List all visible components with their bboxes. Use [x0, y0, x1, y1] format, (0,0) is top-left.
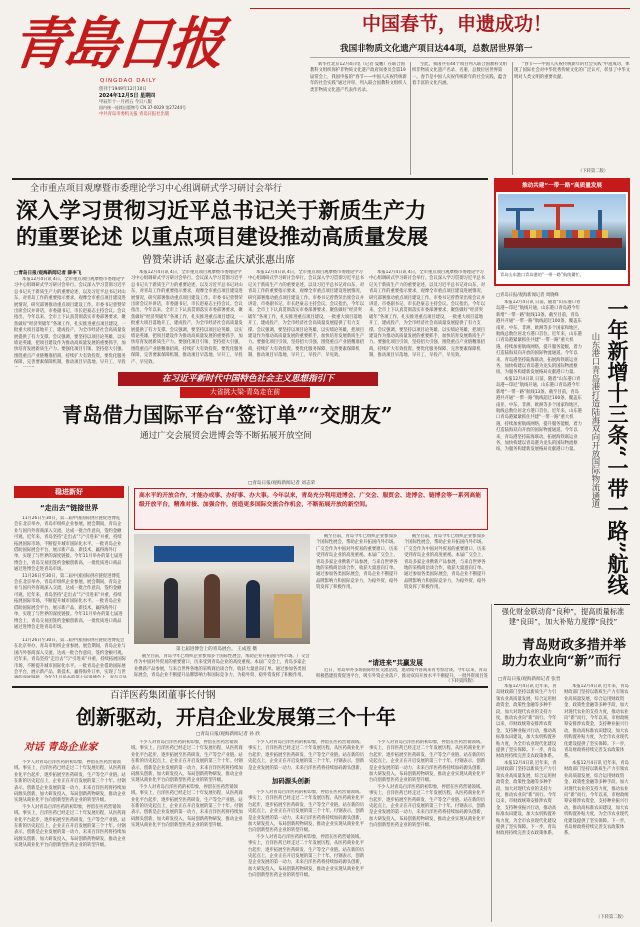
banner-kicker-bar: [118, 372, 378, 386]
finance-kicker: 强化财金联动育“良种”，提高质量标准建“良田”，加大补贴力度撑“良技”: [501, 607, 625, 626]
spring-headline: 中国春节，申遗成功！: [362, 13, 553, 35]
bottom-text-3: 不少人对青岛百洋医药的初印象，停留在医药营销领域。事实上，百洋医药已经走过二十年发展历程，从医药商业化平台起步，逐步拓展至医药研发、生产等全产业链。站在新的历史起点上，企业正在开启发展的第三个十年。付钢表示，创新是企业发展的第一动力，未来百洋医药将持续加码源头创新，: [248, 740, 364, 770]
right-subtitle-vertical: 山东港口青岛港打造陆海双向开放国际物流通道: [591, 332, 601, 509]
column-logo-box: [14, 738, 126, 758]
masthead-subtitle: QINGDAO DAILY: [100, 78, 157, 84]
spring-rule: [310, 57, 630, 58]
lead-col-3: “春节——中国人庆祝传统新年的社会实践”申遗成功，体现了国际社会对中华优秀传统文化的广泛认可，彰显了中华文明对人类文明的重要贡献。: [514, 62, 630, 80]
bottom-text-4: 不少人对青岛百洋医药的初印象，停留在医药营销领域。事实上，百洋医药已经走过二十年发展历程，从医药商业化平台起步，逐步拓展至医药研发、生产等全产业链。站在新的历史起点上，企业正在开启发展的第三个十年。付钢表示，创新是企业发展的第一动力，未来百洋医药将持续加码源头创新，加大研发投入，布局创新药物研发，推动企业实现从商业化平台向创新型医药企业的转型升级。 不少人对青岛百洋医药的初印象，停留在医药营销领域。事实上，百洋医药已经走过二十年发展历程，从医药商业化平台起步，逐步拓展至医药研发、生产等全产业链。站在新的历史起点上，企业正在开启发展的第三个十年。付钢表示，创新是企业发展的第一动力，未来百洋医药将持续加码源头创新，加大研发投入，布局创新药物研发，推动企业实现从商业化平台向创新型医药企业的转型升级。: [248, 790, 364, 879]
person-2: [204, 574, 220, 638]
display-stand: [274, 594, 302, 638]
right-text: 本报12月4日讯 日前，随着“山东港口青岛港—印尼”航线开通，山东港口青岛港今年新增“一带一路”航线13条。截至目前，青岛港共开通“一带一路”航线超过100条，覆盖东南亚、中东、非洲、欧洲等多个国家和地区，航线总数位居北方港口首位。近年来，山东港口青岛港紧紧抓住共建“一带一路”重大机遇，持续加密航线网络，提升服务能级，着力打造陆海双向开放的国际物流通道。今年以来，青岛港坚持陆海联动，拓展海铁联运业务，加快构建以青岛港为龙头的国际物流枢纽，为服务构建新发展格局贡献港口力量。 本报12月4日讯 日前，随着“山东港口青岛港—印尼”航线开通，山东港口青岛港今年新增“一带一路”航线13条。截至目前，青岛港共开通“一带一路”航线超过100条，覆盖东南亚、中东、非洲、欧洲等多个国家和地区，航线总数位居北方港口首位。近年来，山东港口青岛港紧紧抓住共建“一带一路”重大机遇，持续加密航线网络，提升服务能级，着力打造陆海双向开放的国际物流通道。今年以来，青岛港坚持陆海联动，拓展海铁联运业务，加快构建以青岛港为龙头的国际物流枢纽，为服务构建新发展格局贡献港口力量。: [496, 300, 582, 453]
bottom-text-2: 不少人对青岛百洋医药的初印象，停留在医药营销领域。事实上，百洋医药已经走过二十年发展历程，从医药商业化平台起步，逐步拓展至医药研发、生产等全产业链。站在新的历史起点上，企业正在开启发展的第三个十年。付钢表示，创新是企业发展的第一动力，未来百洋医药将持续加码源头创新，加大研发投入，布局创新药物研发，推动企业实现从商业化平台向创新型医药企业的转型升级。 不少人对青岛百洋医药的初印象，停留在医药营销领域。事实上，百洋医药已经走过二十年发展历程，从医药商业化平台起步，逐步拓展至医药研发、生产等全产业链。站在新的历史起点上，企业正在开启发展的第三个十年。付钢表示，创新是企业发展的第一动力，未来百洋医药将持续加码源头创新，加大研发投入，布局创新药物研发，推动企业实现从商业化平台向创新型医药企业的转型升级。: [131, 740, 243, 829]
booth-sign: [154, 546, 294, 562]
banner-title: 青岛借力国际平台“签订单”“交朋友”: [62, 403, 393, 427]
left-column-text: 11月26日至30日，第二届中国国际供应链促进博览会在北京举办，青岛市组织企业参展。展会期间，青岛企业与国内外客商深入交流，达成一批合作意向，签约金额可观。近年来，青岛坚持“走出去”与“引进来”并重，持续拓展国际市场，不断提升城市国际化水平。一批青岛企业借助国际展会平台，展示新产品、新技术，赢得海外订单，实现了与世界的深度链接。今年11月举办的第七届进博会上，青岛交易团签约金额创新高，一批优质进口商品通过进博会走进青岛市场。 11月26日至30日，第二届中国国际供应链促进博览会在北京举办，青岛市组织企业参展。展会期间，青岛企业与国内外客商深入交流，达成一批合作意向，签约金额可观。近年来，青岛坚持“走出去”与“引进来”并重，持续拓展国际市场，不断提升城市国际化水平。一批青岛企业借助国际展会平台，展示新产品、新技术，赢得海外订单，实现了与世界的深度链接。今年11月举办的第七届进博会上，青岛交易团签约金额创新高，一批优质进口商品通过进博会走进青岛市场。: [14, 516, 123, 630]
main-top-rule: [12, 178, 488, 180]
port-photo: [498, 194, 626, 270]
invite-title: “请进来”共赢发展: [368, 659, 423, 667]
banner-sub: 大省挑大梁·青岛走在前: [209, 388, 281, 396]
expo-photo-caption: 第七届进博会上的青岛展台。 王成莲 摄: [176, 647, 258, 652]
crane-2-arm: [544, 204, 574, 207]
expo-photo: [134, 534, 310, 644]
right-photo-frame: [494, 178, 630, 286]
main-text-col-4: 本报12月4日讯 4日，全市重点项目观摩暨市委理论学习中心组调研式学习研讨会举行。会议深入学习贯彻习近平总书记关于新质生产力的重要论述，以及习近平总书记对山东、对青岛工作的重要指示要求，观摩全市重点项目建设进展情况，研究部署推动重点项目建设工作。市委书记曾赞荣出席会议并讲话，市委副书记、市长赵豪志主持会议。会议指出，今年以来，全市上下认真贯彻落实市委部署要求，聚焦做好“经济突破年”各项工作，扎实推进重点项目建设，一批重大项目落地开工、建成投产，为全市经济社会高质量发展提供了有力支撑。会议强调，要坚持以项目论英雄、以实绩论英雄，把项目建设作为推动高质量发展的重要抓手，加快培育发展新质生产力。要强化项目引领、坚持招大引强，围绕重点产业链精准招商，持续扩大有效投资。要优化服务保障，完善要素保障机制，推动项目早落地、早开工、早投产、早见效。: [369, 270, 486, 359]
bottom-subhead: 加码源头创新: [272, 777, 311, 785]
issue-date: 2024年12月5日 星期四: [99, 93, 156, 99]
person-3: [246, 580, 260, 638]
finance-byline: □青岛日报/观海新闻记者 张晋: [498, 677, 561, 682]
lead-divider-2: [512, 62, 513, 175]
publisher: 中共青岛市委机关报 青岛日报社出版: [99, 112, 170, 117]
right-photo-sub: 青岛山东港口青岛港的“一带一路”航线繁忙。: [500, 272, 584, 277]
person-1: [164, 578, 178, 638]
bottom-title: 创新驱动，开启企业发展第三个十年: [76, 705, 396, 729]
left-column-title: “走出去”链接世界: [40, 504, 99, 512]
lead-col-2: 至此，我国共有44个项目列入联合国教科文组织非物质文化遗产名录、名册，总数位居世界第一。春节是中国人庆祝传统新年的社会实践，蕴含着丰富的文化内涵。: [412, 62, 508, 87]
finance-text-2: 本报12月4日讯 近年来，青岛财政部门坚持以新质生产力引领农业高质量发展，综合运用财政资金、政策性金融等多种手段，加大对现代农业的支持力度，推动农业向“新”而行。今年以来，市财政统筹安排涉农资金，支持种业振兴行动，推动高标准农田建设，加大农机购置补贴力度，为全市农业现代化建设提供了坚实保障。下一步，青岛财政将持续完善支农政策体系。 本报12月4日讯 近年来，青岛财政部门坚持以新质生产力引领农业高质量发展，综合运用财政资金、政策性金融等多种手段，加大对现代农业的支持力度，推动农业向“新”而行。今年以来，市财政统筹安排涉农资金，支持种业振兴行动，推动高标准农田建设，加大农机购置补贴力度，为全市农业现代化建设提供了坚实保障。下一步，青岛财政将持续完善支农政策体系。: [564, 684, 629, 837]
jump-center: （下转第四版）: [446, 679, 477, 684]
summary-box: [134, 488, 488, 530]
bottom-divider: [491, 604, 492, 922]
left-divider: [128, 486, 129, 634]
issue-info: [99, 86, 224, 117]
masthead: [8, 8, 224, 118]
column-logo: 对话 青岛企业家: [24, 742, 98, 753]
main-text-col-3: 本报12月4日讯 4日，全市重点项目观摩暨市委理论学习中心组调研式学习研讨会举行。会议深入学习贯彻习近平总书记关于新质生产力的重要论述，以及习近平总书记对山东、对青岛工作的重要指示要求，观摩全市重点项目建设进展情况，研究部署推动重点项目建设工作。市委书记曾赞荣出席会议并讲话，市委副书记、市长赵豪志主持会议。会议指出，今年以来，全市上下认真贯彻落实市委部署要求，聚焦做好“经济突破年”各项工作，扎实推进重点项目建设，一批重大项目落地开工、建成投产，为全市经济社会高质量发展提供了有力支撑。会议强调，要坚持以项目论英雄、以实绩论英雄，把项目建设作为推动高质量发展的重要抓手，加快培育发展新质生产力。要强化项目引领、坚持招大引强，围绕重点产业链精准招商，持续扩大有效投资。要优化服务保障，完善要素保障机制，推动项目早落地、早开工、早投产、早见效。: [248, 270, 364, 359]
founded: 创刊于1949年12月10日: [99, 87, 147, 92]
right-title-vertical: 一年新增十三条“一带一路”航线: [605, 298, 630, 596]
bottom-kicker: 百洋医药集团董事长付钢: [110, 690, 216, 701]
center-text-2: 截至目前，青岛今年已组织企业参加多个国际性展会，帮助企业开拓国内外市场。广交会作为中国对外贸易的重要窗口，历来受到青岛企业的高度重视。本届广交会上，青岛多家企业携新产品参展，与来自世界各地的采购商洽谈合作，收获大量意向订单。通过参加各类国际展会，青岛企业不断提升品牌影响力和国际竞争力，为稳外贸、稳外资发挥了积极作用。: [404, 534, 486, 591]
masthead-title: 青島日报: [8, 11, 224, 77]
center-text-4: 截至目前，青岛今年已组织企业参加多个国际性展会，帮助企业开拓国内外市场。广交会作为中国对外贸易的重要窗口，历来受到青岛企业的高度重视。本届广交会上，青岛多家企业携新产品参展，与来自世界各地的采购商洽谈合作，收获大量意向订单。通过参加各类国际展会，青岛企业不断提升品牌影响力和国际竞争力，为稳外贸、稳外资发挥了积极作用。: [134, 654, 310, 678]
main-kicker: 全市重点项目观摩暨市委理论学习中心组调研式学习研讨会举行: [30, 184, 283, 194]
ship-hull: [504, 238, 622, 248]
right-byline: □青岛日报/观海新闻记者 周晓峰: [496, 293, 559, 298]
main-byline: □青岛日报/观海新闻记者 薛李飞: [14, 271, 82, 276]
right-photo-caption: 推动共建“一带一路”高质量发展: [496, 180, 628, 192]
banner-deck: 通过广交会展贸会进博会等不断拓展开放空间: [140, 431, 312, 441]
crane-1-arm: [506, 208, 534, 211]
containers: [512, 230, 608, 238]
spring-subtitle: 我国非物质文化遗产项目达44项，总数居世界第一: [340, 44, 533, 54]
mid-divider: [491, 178, 492, 598]
main-text-col-1: 本报12月4日讯 4日，全市重点项目观摩暨市委理论学习中心组调研式学习研讨会举行。会议深入学习贯彻习近平总书记关于新质生产力的重要论述，以及习近平总书记对山东、对青岛工作的重要指示要求，观摩全市重点项目建设进展情况，研究部署推动重点项目建设工作。市委书记曾赞荣出席会议并讲话，市委副书记、市长赵豪志主持会议。会议指出，今年以来，全市上下认真贯彻落实市委部署要求，聚焦做好“经济突破年”各项工作，扎实推进重点项目建设，一批重大项目落地开工、建成投产，为全市经济社会高质量发展提供了有力支撑。会议强调，要坚持以项目论英雄、以实绩论英雄，把项目建设作为推动高质量发展的重要抓手，加快培育发展新质生产力。要强化项目引领、坚持招大引强，围绕重点产业链精准招商，持续扩大有效投资。要优化服务保障，完善要素保障机制，推动项目早落地、早开工、早投: [14, 277, 126, 366]
banner-sub-bar: [180, 387, 310, 398]
center-text-1: 截至目前，青岛今年已组织企业参加多个国际性展会，帮助企业开拓国内外市场。广交会作为中国对外贸易的重要窗口，历来受到青岛企业的高度重视。本届广交会上，青岛多家企业携新产品参展，与来自世界各地的采购商洽谈合作，收获大量意向订单。通过参加各类国际展会，青岛企业不断提升品牌影响力和国际竞争力，为稳外贸、稳外资发挥了积极作用。: [316, 534, 398, 591]
main-deck: 曾赞荣讲话 赵豪志孟庆斌张惠出席: [142, 255, 296, 266]
bottom-top-rule: [12, 686, 488, 688]
finance-title-1: 青岛财政多措并举: [522, 638, 627, 653]
summary-text: 高水平的开放合作，才能办成事、办好事、办大事。今年以来，青岛充分利用进博会、广交会、服贸会、进博会、链博会等一系列高能级开放平台，精准对接、加强合作，创造更多国际交流合作机会，不断拓展开放的新空间。: [139, 493, 482, 508]
banner-kicker: 在习近平新时代中国特色社会主义思想指引下: [162, 374, 334, 384]
bottom-byline: □青岛日报/观海新闻记者 孙 欣: [196, 732, 260, 737]
jump-finance: （下转第二版）: [596, 915, 627, 920]
lunar-date: 甲辰年十一月初五 今日八版: [99, 100, 152, 105]
finance-title-2: 助力农业向“新”而行: [502, 654, 621, 669]
banner-byline: □青岛日报/观海新闻记者 刘志荣: [248, 481, 316, 486]
bottom-text-1: 不少人对青岛百洋医药的初印象，停留在医药营销领域。事实上，百洋医药已经走过二十年发展历程，从医药商业化平台起步，逐步拓展至医药研发、生产等全产业链。站在新的历史起点上，企业正在开启发展的第三个十年。付钢表示，创新是企业发展的第一动力，未来百洋医药将持续加码源头创新，加大研发投入，布局创新药物研发，推动企业实现从商业化平台向创新型医药企业的转型升级。 不少人对青岛百洋医药的初印象，停留在医药营销领域。事实上，百洋医药已经走过二十年发展历程，从医药商业化平台起步，逐步拓展至医药研发、生产等全产业链。站在新的历史起点上，企业正在开启发展的第三个十年。付钢表示，创新是企业发展的第一动力，未来百洋医药将持续加码源头创新，加大研发投入，布局创新药物研发，推动企业实现从商业化平台向创新型医药企业的转型升级。: [14, 760, 126, 849]
center-text-3: 11月26日至30日，第二届中国国际供应链促进博览会在北京举办，青岛市组织企业参展。展会期间，青岛企业与国内外客商深入交流，达成一批合作意向，签约金额可观。近年来，青岛坚持“走出去”与“引进来”并重，持续拓展国际市场，不断提升城市国际化水平。一批青岛企业借助国际展会平台，展示新产品、新技术，赢得海外订单，实现了与世: [14, 638, 127, 676]
invite-text: 近日，青岛举办多场国际经贸交流活动，邀请境外客商来青考察洽谈。今年以来，青岛积极搭建投资促进平台，吸引外资企业落户，推动双向开放水平不断提升。一批外资项目签: [316, 668, 488, 680]
left-tag-label: 稳进新好: [55, 488, 83, 496]
top-rule: [250, 8, 630, 9]
cn-number: 国内统一连续出版物号 CN 37-0029 第27244号: [99, 105, 187, 110]
main-title-line2: 的重要论述 以重点项目建设推动高质量发展: [16, 225, 429, 250]
left-tag: [14, 486, 124, 498]
main-title-line1: 深入学习贯彻习近平总书记关于新质生产力: [16, 199, 427, 224]
jump-spring: （下转第二版）: [578, 169, 609, 174]
lead-divider-1: [410, 62, 411, 175]
lead-col-1: 新华社北京12月4日电（记者 夏鹏）在联合国教科文组织保护非物质文化遗产政府间委员会第19届常会上，我国申报的“春节——中国人庆祝传统新年的社会实践”通过评审，列入联合国教科文组织人类非物质文化遗产代表作名录。: [310, 62, 407, 93]
finance-top-rule: [494, 604, 630, 605]
bottom-text-5: 不少人对青岛百洋医药的初印象，停留在医药营销领域。事实上，百洋医药已经走过二十年发展历程，从医药商业化平台起步，逐步拓展至医药研发、生产等全产业链。站在新的历史起点上，企业正在开启发展的第三个十年。付钢表示，创新是企业发展的第一动力，未来百洋医药将持续加码源头创新，加大研发投入，布局创新药物研发，推动企业实现从商业化平台向创新型医药企业的转型升级。 不少人对青岛百洋医药的初印象，停留在医药营销领域。事实上，百洋医药已经走过二十年发展历程，从医药商业化平台起步，逐步拓展至医药研发、生产等全产业链。站在新的历史起点上，企业正在开启发展的第三个十年。付钢表示，创新是企业发展的第一动力，未来百洋医药将持续加码源头创新，加大研发投入，布局创新药物研发，推动企业实现从商业化平台向创新型医药企业的转型升级。: [369, 740, 486, 829]
finance-text-1: 本报12月4日讯 近年来，青岛财政部门坚持以新质生产力引领农业高质量发展，综合运用财政资金、政策性金融等多种手段，加大对现代农业的支持力度，推动农业向“新”而行。今年以来，市财政统筹安排涉农资金，支持种业振兴行动，推动高标准农田建设，加大农机购置补贴力度，为全市农业现代化建设提供了坚实保障。下一步，青岛财政将持续完善支农政策体系。 本报12月4日讯 近年来，青岛财政部门坚持以新质生产力引领农业高质量发展，综合运用财政资金、政策性金融等多种手段，加大对现代农业的支持力度，推动农业向“新”而行。今年以来，市财政统筹安排涉农资金，支持种业振兴行动，推动高标准农田建设，加大农机购置补贴力度，为全市农业现代化建设提供了坚实保障。下一步，青岛财政将持续完善支农政策体系。: [496, 684, 557, 837]
main-text-col-2: 本报12月4日讯 4日，全市重点项目观摩暨市委理论学习中心组调研式学习研讨会举行。会议深入学习贯彻习近平总书记关于新质生产力的重要论述，以及习近平总书记对山东、对青岛工作的重要指示要求，观摩全市重点项目建设进展情况，研究部署推动重点项目建设工作。市委书记曾赞荣出席会议并讲话，市委副书记、市长赵豪志主持会议。会议指出，今年以来，全市上下认真贯彻落实市委部署要求，聚焦做好“经济突破年”各项工作，扎实推进重点项目建设，一批重大项目落地开工、建成投产，为全市经济社会高质量发展提供了有力支撑。会议强调，要坚持以项目论英雄、以实绩论英雄，把项目建设作为推动高质量发展的重要抓手，加快培育发展新质生产力。要强化项目引领、坚持招大引强，围绕重点产业链精准招商，持续扩大有效投资。要优化服务保障，完善要素保障机制，推动项目早落地、早开工、早投产、早见效。: [131, 270, 243, 365]
